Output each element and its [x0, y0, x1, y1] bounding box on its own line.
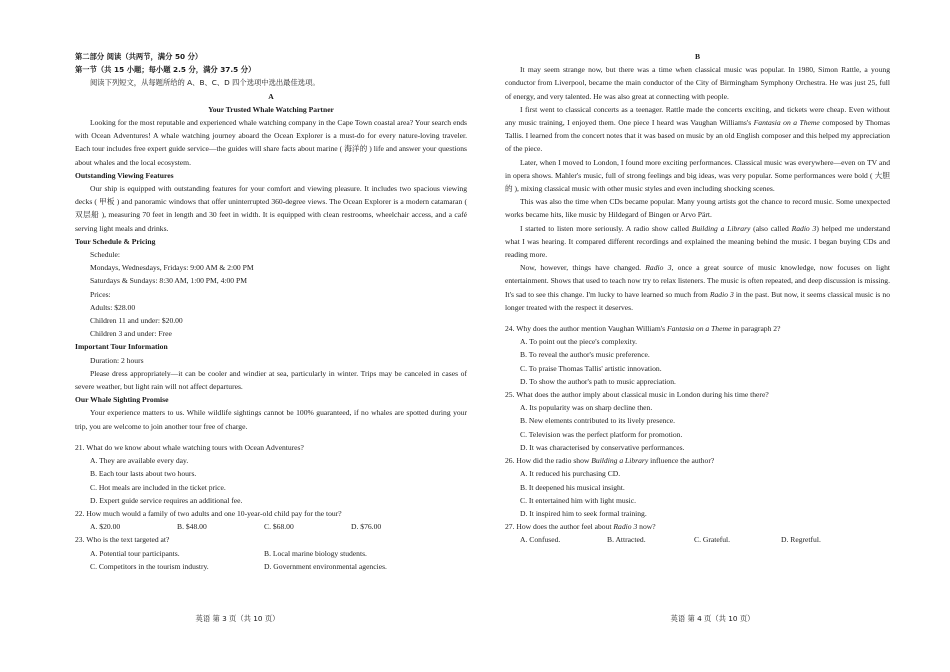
- option-a: A. They are available every day.: [90, 456, 189, 466]
- instructions: 阅读下列短文，从每题所给的 A、B、C、D 四个选项中选出最佳选项。: [90, 78, 320, 88]
- option-a: A. To point out the piece's complexity.: [520, 337, 638, 347]
- schedule-weekdays: Mondays, Wednesdays, Fridays: 9:00 AM & 2:00 PM: [90, 263, 254, 273]
- price-children-11: Children 11 and under: $20.00: [90, 316, 183, 326]
- section-title: 第二部分 阅读（共两节，满分 50 分）: [75, 52, 203, 61]
- option-a: A. Potential tour participants.: [90, 548, 180, 558]
- question-26: [505, 454, 890, 520]
- question-23: [75, 533, 467, 573]
- option-d: D. Expert guide service requires an additional fee.: [90, 495, 243, 505]
- option-b: B. It deepened his musical insight.: [520, 482, 625, 492]
- question-stem: 21. What do we know about whale watching tours with Ocean Adventures?: [75, 442, 304, 452]
- question-stem: 24. Why does the author mention Vaughan William's Fantasia on a Theme in paragraph 2?: [505, 324, 781, 334]
- option-b: B. Attracted.: [607, 535, 646, 545]
- prices-label: Prices:: [90, 289, 111, 299]
- heading-schedule: Tour Schedule & Pricing: [75, 236, 156, 246]
- schedule-weekends: Saturdays & Sundays: 8:30 AM, 1:00 PM, 4:00 PM: [90, 276, 247, 286]
- paragraph-6: Now, however, things have changed. Radio 3, once a great source of music knowledge, now focuses on light entertainment. Shows that used to teach now try to relax listeners. The music is often repeated, and deep discussion is missing. It's sad to see this change. I'm lucky to have learned so much from Radio 3 in the past. But now, it seems classical music is no longer treated with the respect it deserves.: [505, 263, 890, 312]
- paragraph-4: This was also the time when CDs became popular. Many young artists got the chance to record music. Some unexpected works became hits, like music by Hildegard of Bingen or Arvo Pärt.: [505, 197, 890, 220]
- intro-paragraph: Looking for the most reputable and experienced whale watching company in the Cape Town coastal area? Your search ends with Ocean Adventures! A whale watching journey aboard the Ocean Explorer is a must-do for every nature-loving traveler. Each tour includes free expert guide service—the guides will share facts about marine ( 海洋的 ) life and answer your questions about whales and the local ecosystem.: [75, 118, 467, 167]
- option-d: D. To show the author's path to music appreciation.: [520, 376, 676, 386]
- option-b: B. New elements contributed to its lively presence.: [520, 416, 675, 426]
- dress-paragraph: Please dress appropriately—it can be cooler and windier at sea, particularly in winter. Trips may be canceled in cases of severe weather, but light rain will not affect departures.: [75, 368, 467, 392]
- option-c: C. To praise Thomas Tallis' artistic innovation.: [520, 363, 662, 373]
- duration: Duration: 2 hours: [90, 355, 144, 365]
- question-stem: 23. Who is the text targeted at?: [75, 535, 170, 545]
- page-footer-4: 英语 第 4 页（共 10 页）: [670, 614, 755, 623]
- heading-info: Important Tour Information: [75, 342, 168, 352]
- promise-paragraph: Your experience matters to us. While wildlife sightings cannot be 100% guaranteed, if no whales are spotted during your trip, you are welcome to join another tour free of charge.: [75, 408, 467, 431]
- right-page: [475, 0, 950, 672]
- question-25: [505, 388, 890, 454]
- question-stem: 27. How does the author feel about Radio 3 now?: [505, 522, 656, 532]
- page-footer-3: 英语 第 3 页（共 10 页）: [195, 614, 280, 623]
- option-d: D. Government environmental agencies.: [264, 561, 387, 571]
- option-c: C. It entertained him with light music.: [520, 495, 636, 505]
- option-b: B. Each tour lasts about two hours.: [90, 469, 197, 479]
- paragraph-3: Later, when I moved to London, I found more exciting performances. Classical music was everywhere—even on TV and in opera shows. Mahler's music, full of strong feelings and big ideas, was very popular. Some performances were bold ( 大胆的 ), mixing classical music with other music styles and even including shocking scenes.: [505, 157, 890, 194]
- paragraph-2: I first went to classical concerts as a teenager. Rattle made the concerts exciting, and tickets were cheap. Even without any music training, I enjoyed them. One piece I heard was Vaughan Williams's Fantasia on a Theme composed by Thomas Tallis. I learned from the concert notes that it was based on music by an old English composer and this helped my appreciation of the piece.: [505, 104, 890, 154]
- option-d: D. $76.00: [351, 522, 382, 532]
- paragraph-1: It may seem strange now, but there was a time when classical music was popular. In 1980, Simon Rattle, a young conductor from Liverpool, became the main conductor of the City of Birmingham Symphony Orchestra. He was just 25, full of energy, and very talented. He was also great at connecting with people.: [505, 65, 890, 101]
- option-c: C. Television was the perfect platform for promotion.: [520, 429, 683, 439]
- price-children-3: Children 3 and under: Free: [90, 329, 172, 339]
- question-stem: 25. What does the author imply about classical music in London during his time there?: [505, 390, 769, 400]
- paragraph-5: I started to listen more seriously. A radio show called Building a Library (also called Radio 3) helped me understand what I was hearing. It compared different recordings and explained the meaning behind the music. I began buying CDs and reading more.: [505, 223, 890, 260]
- heading-promise: Our Whale Sighting Promise: [75, 395, 169, 405]
- passage-letter-a: A: [268, 91, 274, 101]
- option-c: C. $68.00: [264, 522, 294, 532]
- passage-title: Your Trusted Whale Watching Partner: [208, 104, 334, 114]
- option-c: C. Hot meals are included in the ticket price.: [90, 482, 226, 492]
- schedule-label: Schedule:: [90, 250, 120, 260]
- option-b: B. To reveal the author's music preference.: [520, 350, 650, 360]
- option-a: A. Confused.: [520, 535, 561, 545]
- option-d: D. It was characterised by conservative performances.: [520, 442, 685, 452]
- option-c: C. Grateful.: [694, 535, 731, 545]
- passage-letter-b: B: [694, 52, 701, 61]
- option-d: D. Regretful.: [781, 535, 821, 545]
- option-a: A. Its popularity was on sharp decline then.: [520, 403, 653, 413]
- option-c: C. Competitors in the tourism industry.: [90, 561, 209, 571]
- option-a: A. $20.00: [90, 522, 121, 532]
- heading-features: Outstanding Viewing Features: [75, 170, 174, 180]
- question-27: [505, 520, 890, 546]
- option-b: B. $48.00: [177, 522, 207, 532]
- question-24: [505, 322, 890, 388]
- subsection-title: 第一节（共 15 小题；每小题 2.5 分，满分 37.5 分）: [75, 65, 256, 75]
- option-b: B. Local marine biology students.: [264, 548, 367, 558]
- features-paragraph: Our ship is equipped with outstanding features for your comfort and viewing pleasure. It includes two spacious viewing decks ( 甲板 ) and panoramic windows that offer uninterrupted 360-degree views. The Ocean Explorer is a modern catamaran ( 双层船 ), measuring 70 feet in length and 30 feet in width. It is equipped with clean restrooms, wheelchair access, and a café serving light meals and drinks.: [75, 184, 467, 233]
- option-a: A. It reduced his purchasing CD.: [520, 469, 621, 479]
- question-stem: 26. How did the radio show Building a Library influence the author?: [505, 456, 715, 466]
- question-stem: 22. How much would a family of two adults and one 10-year-old child pay for the tour?: [75, 508, 342, 518]
- question-22: [75, 507, 467, 533]
- option-d: D. It inspired him to seek formal training.: [520, 508, 647, 518]
- question-21: [75, 441, 467, 507]
- price-adults: Adults: $28.00: [90, 302, 136, 312]
